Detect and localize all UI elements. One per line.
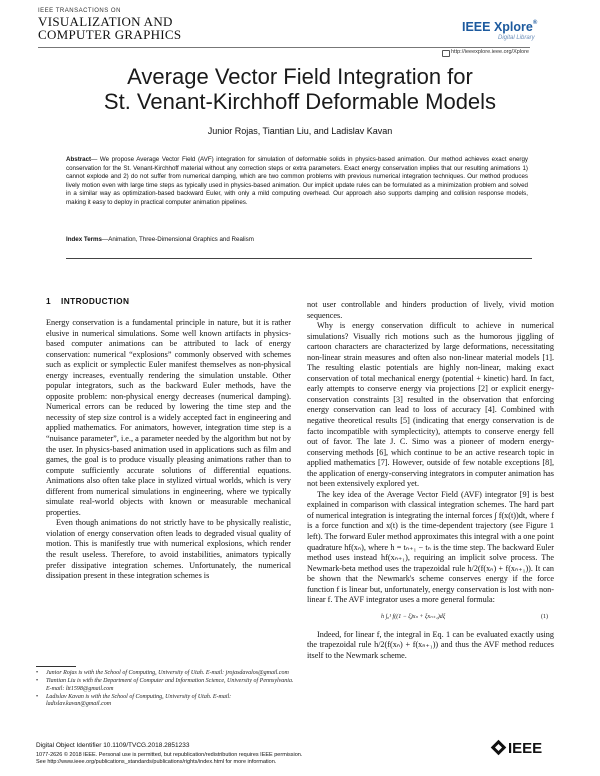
paper-authors: Junior Rojas, Tiantian Liu, and Ladislav Kavan [207,126,393,136]
paper-title-line2: St. Venant-Kirchhoff Deformable Models [103,89,497,114]
equation-block [307,608,554,626]
paper-title-line1: Average Vector Field Integration for [127,64,473,89]
journal-small-caption: IEEE TRANSACTIONS ON [38,8,121,14]
link-icon [442,50,450,57]
paper-title [30,64,570,114]
footnote-text: Tiantian Liu is with the Department of Computer and Information Science, University of Pennsylvania. E-mail: ltt1598@gmail.com [46,678,294,692]
footnote: • Tiantian Liu is with the Department of Computer and Information Science, University of Pennsylvania. E-mail: ltt1598@gmail.com [36,678,294,692]
section-number: 1 [46,296,52,306]
paragraph: The key idea of the Average Vector Field (AVF) integrator [9] is best explained in comparison with classical integration schemes. The hard part of numerical integration is integrating the internal forces ∫ f(x(t))dt, where f is a force function and x(t) is the time-dependent trajectory (see Figure 1 left). The forward Euler method approximates this integral with a one point quadrature hf(xₙ), where h = tₙ₊₁ − tₙ is the time step. The backward Euler method uses instead hf(xₙ₊₁), requiring an implicit solve process. The Newmark-beta method uses the trapezoidal rule h/2(f(xₙ) + f(xₙ₊₁)). It can be shown that the Newmark's scheme conserves energy if the force function f is linear but, unfortunately, energy conservation is lost with non-linear f. The AVF integrator uses a more general formula: [307,489,554,605]
index-terms [66,236,528,243]
copyright-line1: 1077-2626 © 2018 IEEE. Personal use is permitted, but republication/redistribution requires IEEE permission. [36,752,303,758]
ieee-xplore-logo-text: IEEE Xplore [462,20,533,34]
journal-name-line1: VISUALIZATION AND [38,14,173,29]
left-column [46,318,291,582]
author-footnotes [36,670,296,709]
copyright [36,752,466,766]
paragraph: Even though animations do not strictly have to be physically realistic, violation of energy conservation often leads to degraded visual quality of motion. This is manifestly true with numerical explosions, which render the result useless. Therefore, to avoid instabilities, animators typically prefer dissipative integration schemes. Unfortunately, the numerical dissipation present in these integration schemes is [46,518,291,581]
ieee-xplore-logo: IEEE Xplore® [462,20,538,34]
index-terms-text: —Animation, Three-Dimensional Graphics and Realism [102,236,254,243]
abstract-text: — We propose Average Vector Field (AVF) integration for simulation of deformable solids in physics-based animation. Our method achieves exact energy conservation for the St. Venant-Kirchhoff material without any correction steps or extra parameters. Exact energy conservation implies that our resulting animations 1) cannot explode and 2) do not suffer from numerical damping, which are two common problems with previous numerical integration techniques. Our method produces lively motion even with large time steps as typically used in physics-based animation. Our implicit update rules can be formulated as a minimization problem and solved in a similar way as optimization-based backward Euler, with only a mild computing overhead. Our approach also supports damping and collision response models, making it easy to deploy in practical computer animation pipelines. [66,156,528,206]
section-heading [46,296,129,306]
index-terms-label: Index Terms [66,236,102,243]
xplore-url-link[interactable]: http://ieeexplore.ieee.org/Xplore [451,49,529,55]
abstract-label: Abstract [66,156,92,163]
abstract [66,156,528,208]
footnote-divider [36,666,76,667]
ieee-logo: IEEE [508,740,543,757]
paragraph: Energy conservation is a fundamental principle in nature, but it is rather elusive in numerical simulations. Some well known artifacts in physics-based computer animations can be attributed to lack of energy conservation: numerical “explosions” commonly observed with schemes such as explicit or symplectic Euler manifest themselves as non-physical energy increases, eventually rendering the simulation unstable. Other popular integrators, such as the backward Euler methods, have the opposite problem: non-physical energy decreases (numerical damping). Numerical errors can be reduced by lowering the time step and the necessity of step size control is a widely accepted fact in engineering and applied mathematics. For animators, however, integration time step is a “nuisance parameter”, i.e., a parameter needed by the algorithm but not by the user. In physics-based animation used in applications such as film and games, the goal is to produce visually pleasing animations rather than to compute sufficiently accurate solutions of differential equations. Animations also often take place in stylized virtual worlds, which is very different from numerical simulations in engineering, where we typically simulate real-world objects with known or measurable mechanical properties. [46,318,291,517]
paragraph: not user controllable and hinders production of lively, vivid motion sequences. [307,300,554,320]
header-divider [38,47,530,48]
section-title: INTRODUCTION [61,296,130,306]
right-column [307,300,554,662]
paragraph: Why is energy conservation difficult to achieve in numerical simulations? Visually rich motions such as the humorous jiggling of cartoon characters are characterized by large deformations, necessitating non-linear strain measures and often also non-linear material models [1]. The resulting elastic potentials are highly non-linear, making exact conservation of total mechanical energy (potential + kinetic) hard. In fact, early attempts to conserve energy via projections [2] or explicit energy-conservation constraints [3] resulted in the observation that enforcing energy conservation can lead to loss of accuracy [4]. Combined with negative theoretical results [5] (indicating that energy conservation is de facto incompatible with symplecticity), attempts to conserve energy fell out of favor. The late J. C. Simo was a pioneer of modern energy-conserving methods [6], which continue to be an active research topic in applied mathematics [7]. However, outside of few notable exceptions [8], the application of energy-conserving integrators in computer animation has not been extensively explored yet. [307,321,554,489]
ieee-xplore-subtitle: Digital Library [498,35,535,41]
footnote: • Ladislav Kavan is with the School of Computing, University of Utah. E-mail: ladislav.kavan@gmail.com [36,693,232,708]
footnote-text: Ladislav Kavan is with the School of Computing, University of Utah. E-mail: ladislav.kavan@gmail.com [46,693,232,708]
equation-number: (1) [541,613,548,620]
footnote: • Junior Rojas is with the School of Computing, University of Utah. E-mail: jrojasdavalos@gmail.com [36,670,289,676]
abstract-divider [66,258,532,259]
journal-name [38,15,238,41]
copyright-line2: See http://www.ieee.org/publications_standards/publications/rights/index.html for more information. [36,759,277,765]
doi: Digital Object Identifier 10.1109/TVCG.2018.2851233 [36,742,190,749]
footnote-text: Junior Rojas is with the School of Computing, University of Utah. E-mail: jrojasdavalos@gmail.com [46,670,289,676]
equation: h ∫₀¹ f((1 − ξ)xₙ + ξxₙ₊₁)dξ [381,613,446,620]
journal-name-line2: COMPUTER GRAPHICS [38,27,182,42]
paragraph: Indeed, for linear f, the integral in Eq. 1 can be evaluated exactly using the trapezoidal rule h/2(f(xₙ) + f(xₙ₊₁)) and thus the AVF method reduces itself to the Newmark scheme. [307,629,554,660]
